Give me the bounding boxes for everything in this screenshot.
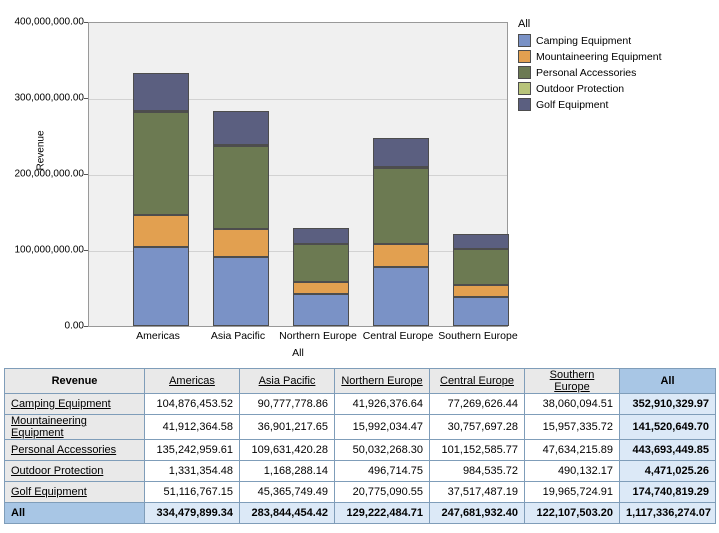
row-total-cell: 4,471,025.26 xyxy=(620,461,716,482)
legend-item[interactable] xyxy=(518,97,714,112)
table-cell: 15,957,335.72 xyxy=(525,415,620,440)
bar-segment[interactable] xyxy=(293,294,349,326)
table-cell: 45,365,749.49 xyxy=(240,482,335,503)
table-cell: 51,116,767.15 xyxy=(145,482,240,503)
legend-title: All xyxy=(518,18,531,30)
table-cell: 19,965,724.91 xyxy=(525,482,620,503)
table-row xyxy=(5,461,716,482)
bar-segment[interactable] xyxy=(373,267,429,326)
y-axis-tick-labels xyxy=(0,16,88,332)
grand-total-cell: 1,117,336,274.07 xyxy=(620,503,716,524)
table-cell: 37,517,487.19 xyxy=(430,482,525,503)
table-cell: 104,876,453.52 xyxy=(145,394,240,415)
row-header[interactable]: Golf Equipment xyxy=(5,482,145,503)
table-header-row xyxy=(5,369,716,394)
legend-swatch-icon xyxy=(518,98,531,111)
row-total-cell: 141,520,649.70 xyxy=(620,415,716,440)
table-cell: 1,331,354.48 xyxy=(145,461,240,482)
table-cell: 77,269,626.44 xyxy=(430,394,525,415)
table-cell: 984,535.72 xyxy=(430,461,525,482)
legend-item[interactable] xyxy=(518,81,714,96)
table-cell: 30,757,697.28 xyxy=(430,415,525,440)
row-header[interactable]: Camping Equipment xyxy=(5,394,145,415)
y-tick-label: 400,000,000.00 xyxy=(14,16,84,28)
legend-item[interactable] xyxy=(518,49,714,64)
bar-segment[interactable] xyxy=(293,228,349,244)
table-cell: 36,901,217.65 xyxy=(240,415,335,440)
chart-legend xyxy=(518,18,714,113)
table-cell: 490,132.17 xyxy=(525,461,620,482)
x-tick-label-asia-pacific: Asia Pacific xyxy=(210,330,266,342)
table-cell: 496,714.75 xyxy=(335,461,430,482)
row-total-cell: 443,693,449.85 xyxy=(620,440,716,461)
table-cell: 109,631,420.28 xyxy=(240,440,335,461)
table-cell: 135,242,959.61 xyxy=(145,440,240,461)
legend-item-label: Camping Equipment xyxy=(536,34,632,47)
bar-segment[interactable] xyxy=(373,244,429,267)
bar-segment[interactable] xyxy=(453,249,509,285)
column-header-asia-pacific[interactable]: Asia Pacific xyxy=(240,369,335,394)
y-tick-label: 100,000,000.00 xyxy=(14,244,84,256)
table-cell: 1,168,288.14 xyxy=(240,461,335,482)
table-corner-label: Revenue xyxy=(5,369,145,394)
table-cell: 101,152,585.77 xyxy=(430,440,525,461)
table-cell: 50,032,268.30 xyxy=(335,440,430,461)
column-total-cell: 247,681,932.40 xyxy=(430,503,525,524)
bar-segment[interactable] xyxy=(453,234,509,249)
bar-columns xyxy=(89,23,507,326)
bar-segment[interactable] xyxy=(293,244,349,282)
column-header-americas[interactable]: Americas xyxy=(145,369,240,394)
table-cell: 20,775,090.55 xyxy=(335,482,430,503)
y-tick-label: 0.00 xyxy=(64,320,84,332)
table-row xyxy=(5,440,716,461)
legend-item-label: Personal Accessories xyxy=(536,66,637,79)
bar-segment[interactable] xyxy=(293,282,349,294)
total-row-header[interactable]: All xyxy=(5,503,145,524)
column-header-all[interactable]: All xyxy=(620,369,716,394)
x-axis-title: All xyxy=(292,347,304,359)
bar-segment[interactable] xyxy=(373,168,429,245)
x-tick-label-americas: Americas xyxy=(136,330,180,342)
y-tick-label: 200,000,000.00 xyxy=(14,168,84,180)
row-header[interactable]: Outdoor Protection xyxy=(5,461,145,482)
legend-item-label: Outdoor Protection xyxy=(536,82,625,95)
bar-segment[interactable] xyxy=(453,297,509,326)
x-tick-label-southern-europe: Southern Europe xyxy=(438,330,518,342)
legend-item-label: Mountaineering Equipment xyxy=(536,50,662,63)
legend-swatch-icon xyxy=(518,82,531,95)
x-tick-label-central-europe: Central Europe xyxy=(362,330,434,342)
column-total-cell: 283,844,454.42 xyxy=(240,503,335,524)
table-cell: 41,926,376.64 xyxy=(335,394,430,415)
y-axis-title: Revenue xyxy=(35,130,47,171)
table-total-row xyxy=(5,503,716,524)
bar-segment[interactable] xyxy=(453,285,509,297)
table-cell: 90,777,778.86 xyxy=(240,394,335,415)
bar-segment[interactable] xyxy=(133,112,189,214)
table-row xyxy=(5,482,716,503)
bar-segment[interactable] xyxy=(213,229,269,257)
legend-item[interactable] xyxy=(518,65,714,80)
crosstab-table-wrapper xyxy=(4,368,715,524)
legend-swatch-icon xyxy=(518,66,531,79)
y-tick-label: 300,000,000.00 xyxy=(14,92,84,104)
legend-item-label: Golf Equipment xyxy=(536,98,609,111)
column-total-cell: 334,479,899.34 xyxy=(145,503,240,524)
table-row xyxy=(5,394,716,415)
column-header-central-europe[interactable]: Central Europe xyxy=(430,369,525,394)
table-cell: 47,634,215.89 xyxy=(525,440,620,461)
column-total-cell: 129,222,484.71 xyxy=(335,503,430,524)
bar-segment[interactable] xyxy=(213,111,269,145)
bar-segment[interactable] xyxy=(373,138,429,166)
legend-item[interactable] xyxy=(518,33,714,48)
bar-segment[interactable] xyxy=(133,73,189,112)
table-cell: 38,060,094.51 xyxy=(525,394,620,415)
row-header[interactable]: Mountaineering Equipment xyxy=(5,415,145,440)
table-cell: 15,992,034.47 xyxy=(335,415,430,440)
crosstab-table xyxy=(4,368,716,524)
column-header-southern-europe[interactable]: Southern Europe xyxy=(525,369,620,394)
bar-segment[interactable] xyxy=(213,146,269,229)
column-header-northern-europe[interactable]: Northern Europe xyxy=(335,369,430,394)
plot-area xyxy=(88,22,508,327)
legend-swatch-icon xyxy=(518,34,531,47)
table-cell: 41,912,364.58 xyxy=(145,415,240,440)
bar-segment[interactable] xyxy=(133,247,189,326)
table-row xyxy=(5,415,716,440)
column-total-cell: 122,107,503.20 xyxy=(525,503,620,524)
bar-segment[interactable] xyxy=(213,257,269,326)
row-total-cell: 174,740,819.29 xyxy=(620,482,716,503)
bar-segment[interactable] xyxy=(133,215,189,247)
x-tick-label-northern-europe: Northern Europe xyxy=(279,330,357,342)
row-header[interactable]: Personal Accessories xyxy=(5,440,145,461)
row-total-cell: 352,910,329.97 xyxy=(620,394,716,415)
legend-swatch-icon xyxy=(518,50,531,63)
